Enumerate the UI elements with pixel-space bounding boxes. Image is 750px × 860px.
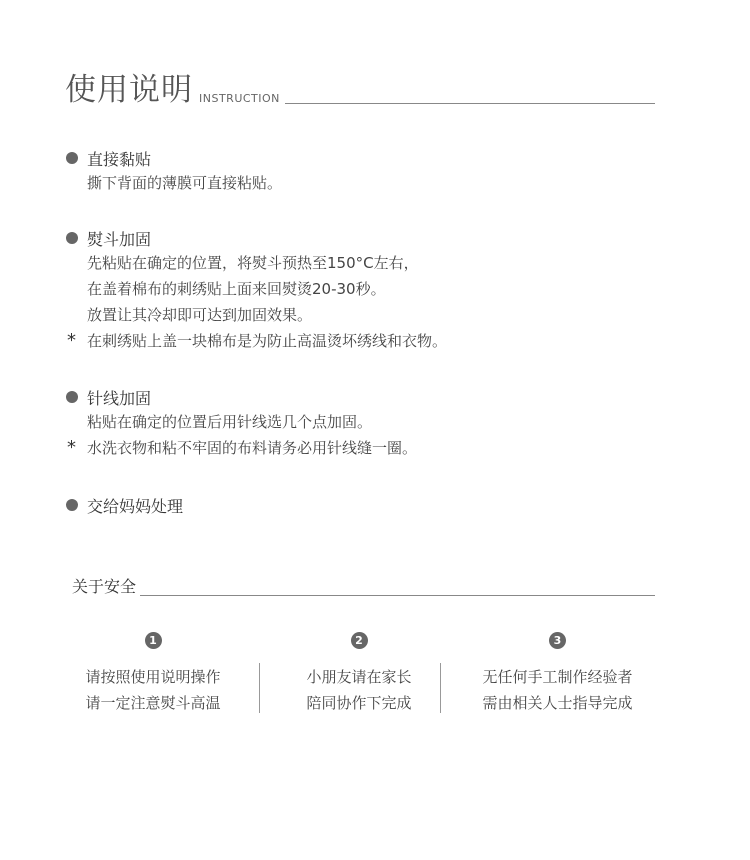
section-title: 直接黏贴 [87,149,152,169]
section-note [66,435,666,461]
header-rule [285,103,655,104]
safety-line: 需由相关人士指导完成 [482,694,633,712]
section-heading [66,226,666,250]
section-needle-reinforce [66,385,666,461]
bullet-dot-icon [66,391,78,403]
safety-columns [70,630,660,720]
asterisk-icon: * [67,437,76,458]
number-badge-icon: 3 [549,632,566,649]
section-line: 在盖着棉布的刺绣贴上面来回熨烫20-30秒。 [87,280,386,298]
section-line: 粘贴在确定的位置后用针线选几个点加固。 [87,413,373,431]
column-divider [259,663,260,713]
section-heading [66,385,666,409]
safety-item-2 [282,630,436,716]
note-text: 在刺绣贴上盖一块棉布是为防止高温烫坏绣线和衣物。 [87,332,448,350]
safety-line: 请按照使用说明操作 [85,668,221,686]
page-subtitle: INSTRUCTION [199,92,280,105]
asterisk-icon: * [67,330,76,351]
safety-line: 小朋友请在家长 [306,668,412,686]
number-badge-icon: 2 [351,632,368,649]
bullet-dot-icon [66,152,78,164]
section-title: 熨斗加固 [87,229,152,249]
safety-line: 陪同协作下完成 [306,694,412,712]
safety-item-1 [70,630,236,716]
number-badge-icon: 1 [145,632,162,649]
section-title: 交给妈妈处理 [87,496,184,516]
bullet-dot-icon [66,499,78,511]
safety-line: 无任何手工制作经验者 [482,668,633,686]
safety-title: 关于安全 [72,577,137,596]
section-heading [66,146,666,170]
instructions-header [65,72,655,108]
section-line: 放置让其冷却即可达到加固效果。 [87,306,313,324]
section-iron-reinforce [66,226,666,354]
safety-rule [140,595,655,596]
section-title: 针线加固 [87,388,152,408]
safety-line: 请一定注意熨斗高温 [85,694,221,712]
section-heading [66,493,666,517]
note-text: 水洗衣物和粘不牢固的布料请务必用针线缝一圈。 [87,439,418,457]
safety-item-3 [460,630,655,716]
section-line: 撕下背面的薄膜可直接粘贴。 [87,174,283,192]
page-title: 使用说明 [65,72,193,108]
safety-header [72,575,655,599]
section-direct-paste [66,146,666,196]
section-note [66,328,666,354]
section-mom [66,493,666,517]
column-divider [440,663,441,713]
bullet-dot-icon [66,232,78,244]
section-line: 先粘贴在确定的位置，将熨斗预热至150°C左右， [87,254,419,272]
